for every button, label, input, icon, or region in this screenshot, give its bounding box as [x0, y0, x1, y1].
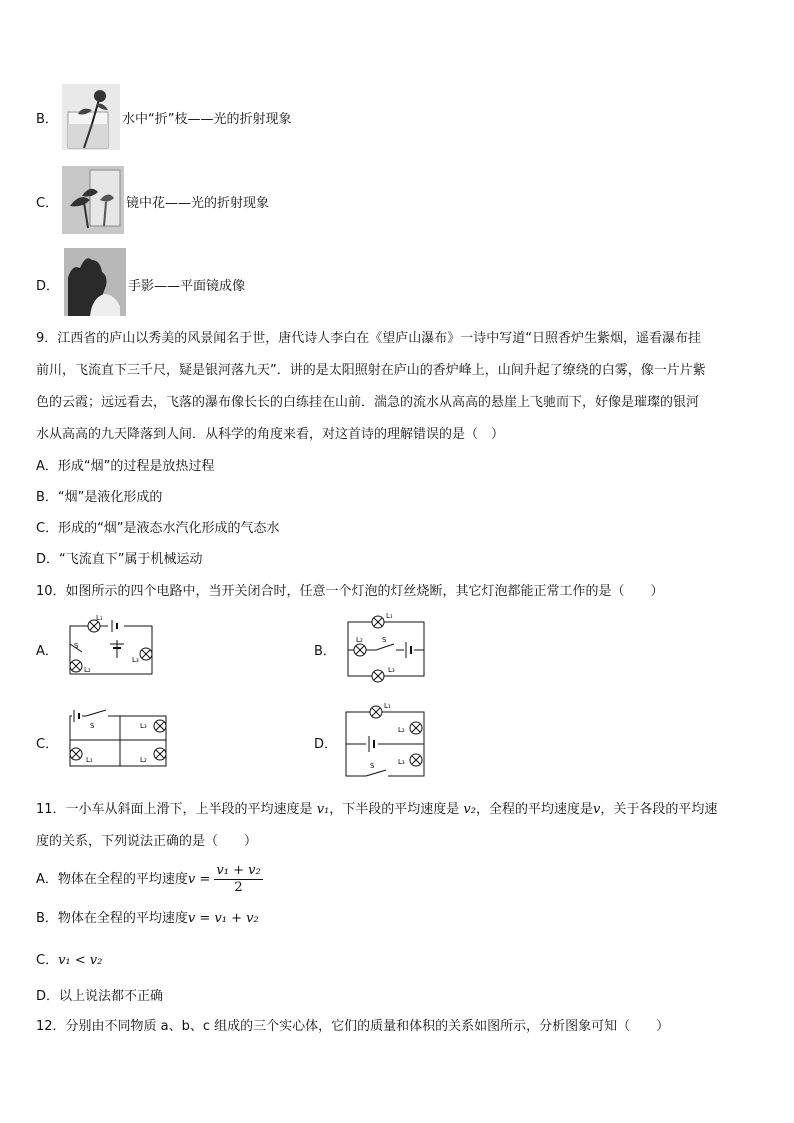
q8-option-b-text: 水中“折”枝——光的折射现象 — [122, 112, 292, 127]
svg-text:L₂: L₂ — [356, 636, 363, 644]
q11-option-d: D．以上说法都不正确 — [36, 989, 164, 1004]
svg-text:S: S — [370, 762, 375, 770]
svg-text:L₃: L₃ — [398, 758, 405, 766]
q11-stem-line-2: 度的关系，下列说法正确的是（ ） — [36, 834, 258, 849]
q9-stem-line-4: 水从高高的九天降落到人间．从科学的角度来看，对这首诗的理解错误的是（ ） — [36, 427, 505, 442]
q9-stem-line-1: 9．江西省的庐山以秀美的风景闻名于世，唐代诗人李白在《望庐山瀑布》一诗中写道“日照香炉生紫烟，遥看瀑布挂 — [36, 331, 702, 346]
q9-stem-line-2: 前川，飞流直下三千尺，疑是银河落九天”．讲的是太阳照射在庐山的香炉峰上，山间升起了缭绕的白雾，像一片片紫 — [36, 363, 706, 378]
q11-option-b: B．物体在全程的平均速度v = v₁ + v₂ — [36, 911, 259, 926]
q11-stem-line-1: 11．一小车从斜面上滑下，上半段的平均速度是 v₁，下半段的平均速度是 v₂，全程的平均速度是v，关于各段的平均速 — [36, 802, 718, 817]
q10-option-a-letter: A． — [36, 644, 58, 659]
svg-text:L₁: L₁ — [86, 756, 93, 764]
q8-option-c-text: 镜中花——光的折射现象 — [126, 196, 270, 211]
svg-text:L₂: L₂ — [398, 726, 405, 734]
circuit-diagram-b — [342, 612, 430, 684]
q12-stem: 12．分别由不同物质 a、b、c 组成的三个实心体，它们的质量和体积的关系如图所示，分析图象可知（ ） — [36, 1019, 670, 1034]
q10-option-d-letter: D． — [314, 737, 338, 752]
flower-in-water-glass-image — [62, 84, 120, 150]
label-l3: L₃ — [132, 656, 139, 664]
svg-text:S: S — [90, 722, 95, 730]
hand-shadow-image — [64, 248, 126, 316]
svg-text:L₃: L₃ — [388, 666, 395, 674]
q10-option-c-letter: C． — [36, 737, 59, 752]
q10-stem: 10．如图所示的四个电路中，当开关闭合时，任意一个灯泡的灯丝烧断，其它灯泡都能正常工作的是（ ） — [36, 584, 664, 599]
circuit-diagram-d — [342, 700, 432, 782]
q8-option-c-letter: C． — [36, 196, 59, 211]
circuit-diagram-a — [62, 614, 162, 680]
svg-text:S: S — [382, 636, 387, 644]
q9-stem-line-3: 色的云霞；远远看去，飞落的瀑布像长长的白练挂在山前．湍急的流水从高高的悬崖上飞驰而下，好像是璀璨的银河 — [36, 395, 700, 410]
label-s: S — [74, 642, 79, 650]
q8-option-b-letter: B． — [36, 112, 58, 127]
label-l1: L₁ — [96, 614, 103, 622]
svg-text:L₃: L₃ — [140, 722, 147, 730]
q9-option-d: D．“飞流直下”属于机械运动 — [36, 552, 203, 567]
q9-option-c: C．形成的“烟”是液态水汽化形成的气态水 — [36, 521, 280, 536]
q9-option-a: A．形成“烟”的过程是放热过程 — [36, 459, 215, 474]
svg-text:L₂: L₂ — [140, 756, 147, 764]
q11-option-a: A．物体在全程的平均速度v = $\frac{\text{v₁ + v₂}}{2}$ — [36, 863, 261, 895]
q8-option-d-text: 手影——平面镜成像 — [128, 279, 246, 294]
average-speed-fraction: $\frac{\text{v₁ + v₂}}{2}$ — [216, 863, 261, 895]
q8-option-d-letter: D． — [36, 279, 60, 294]
svg-text:L₁: L₁ — [384, 702, 391, 710]
q9-option-b: B．“烟”是液化形成的 — [36, 490, 163, 505]
flower-in-mirror-image — [62, 166, 124, 234]
circuit-diagram-c — [62, 706, 174, 772]
q10-option-b-letter: B． — [314, 644, 336, 659]
q11-option-c: C．v₁ < v₂ — [36, 953, 103, 968]
label-l2: L₂ — [84, 666, 91, 674]
svg-text:L₁: L₁ — [386, 612, 393, 620]
